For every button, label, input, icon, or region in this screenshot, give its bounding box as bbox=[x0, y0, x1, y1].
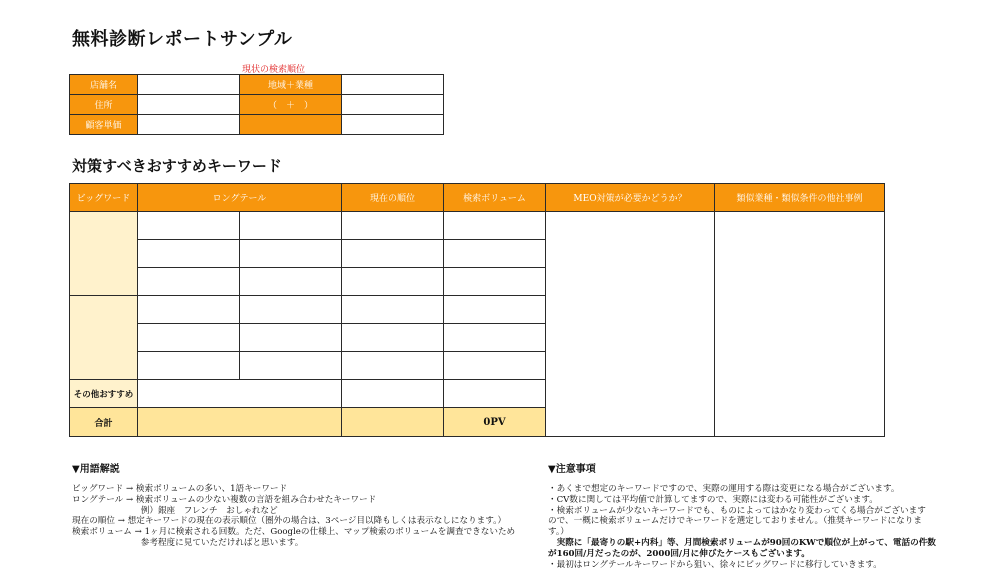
rank-cell[interactable] bbox=[342, 95, 444, 115]
caution-line: ・検索ボリュームが少ないキーワードでも、ものによってはかなり変わってくる場合がございます bbox=[548, 505, 926, 516]
glossary-line: 現在の順位 → 想定キーワードの現在の表示順位（圏外の場合は、3ページ目以降もしくは表示なしになります。） bbox=[72, 516, 507, 527]
volume-cell[interactable] bbox=[444, 296, 546, 324]
long-tail-cell[interactable] bbox=[138, 268, 240, 296]
glossary-section bbox=[72, 460, 515, 549]
volume-cell[interactable] bbox=[444, 352, 546, 380]
address-label: 住所 bbox=[70, 95, 138, 115]
rank-cell[interactable] bbox=[342, 296, 444, 324]
header-long-tail: ロングテール bbox=[138, 184, 342, 212]
caution-bold-line: が160回/月だったのが、2000回/月に伸びたケースもございます。 bbox=[548, 548, 810, 559]
other-long-tail-cell[interactable] bbox=[138, 380, 342, 408]
orange-blank-cell bbox=[240, 115, 342, 135]
glossary-line: 参考程度に見ていただければと思います。 bbox=[72, 537, 304, 548]
header-meo-needed: MEO対策が必要かどうか？ bbox=[546, 184, 715, 212]
table-header-row bbox=[70, 184, 885, 212]
rank-cell[interactable] bbox=[342, 380, 444, 408]
long-tail-cell[interactable] bbox=[138, 324, 240, 352]
big-word-cell[interactable] bbox=[70, 296, 138, 380]
big-word-cell[interactable] bbox=[70, 212, 138, 296]
table-row bbox=[70, 115, 444, 135]
long-tail-cell[interactable] bbox=[240, 352, 342, 380]
shop-name-cell[interactable] bbox=[138, 75, 240, 95]
long-tail-cell[interactable] bbox=[138, 240, 240, 268]
header-search-volume: 検索ボリューム bbox=[444, 184, 546, 212]
keywords-heading: 対策すべきおすすめキーワード bbox=[72, 157, 282, 175]
volume-cell[interactable] bbox=[444, 380, 546, 408]
shop-name-label: 店舗名 bbox=[70, 75, 138, 95]
keyword-table bbox=[69, 183, 885, 437]
table-row bbox=[70, 212, 885, 240]
glossary-line: ロングテール → 検索ボリュームの少ない複数の言語を組み合わせたキーワード bbox=[72, 494, 377, 505]
similar-cases-cell[interactable] bbox=[715, 212, 885, 437]
rank-cell[interactable] bbox=[342, 240, 444, 268]
rank-cell[interactable] bbox=[342, 268, 444, 296]
caution-bold-line: 実際に「最寄りの駅+内科」等、月間検索ボリュームが90回のKWで順位が上がって、電話の件数 bbox=[548, 537, 936, 548]
long-tail-cell[interactable] bbox=[138, 296, 240, 324]
rank-cell[interactable] bbox=[342, 352, 444, 380]
caution-line: す。） bbox=[548, 527, 569, 538]
other-recommend-label: その他おすすめ bbox=[70, 380, 138, 408]
caution-line: ・最初はロングテールキーワードから狙い、徐々にビッグワードに移行していきます。 bbox=[548, 559, 882, 570]
blank-cell[interactable] bbox=[342, 115, 444, 135]
volume-cell[interactable] bbox=[444, 212, 546, 240]
caution-line: ので、一概に検索ボリュームだけでキーワードを選定しておりません。（推奨キーワードになりま bbox=[548, 516, 922, 527]
rank-cell[interactable] bbox=[342, 212, 444, 240]
page-title: 無料診断レポートサンプル bbox=[72, 29, 293, 50]
unit-price-label: 顧客単価 bbox=[70, 115, 138, 135]
caution-line: ・CV数に関しては平均値で計算してますので、実際には変わる可能性がございます。 bbox=[548, 494, 878, 505]
area-industry-cell[interactable] bbox=[342, 75, 444, 95]
unit-price-cell[interactable] bbox=[138, 115, 240, 135]
rank-cell[interactable] bbox=[342, 324, 444, 352]
long-tail-cell[interactable] bbox=[240, 268, 342, 296]
long-tail-cell[interactable] bbox=[240, 212, 342, 240]
area-industry-value: （ ＋ ） bbox=[240, 95, 342, 115]
header-big-word: ビッグワード bbox=[70, 184, 138, 212]
meo-needed-cell[interactable] bbox=[546, 212, 715, 437]
cautions-heading: ▼注意事項 bbox=[548, 464, 596, 475]
total-long-tail-cell bbox=[138, 408, 342, 437]
header-current-rank: 現在の順位 bbox=[342, 184, 444, 212]
long-tail-cell[interactable] bbox=[240, 324, 342, 352]
long-tail-cell[interactable] bbox=[240, 296, 342, 324]
cautions-section bbox=[548, 460, 936, 570]
address-cell[interactable] bbox=[138, 95, 240, 115]
volume-cell[interactable] bbox=[444, 324, 546, 352]
table-row bbox=[70, 75, 444, 95]
glossary-line: 検索ボリューム → 1ヶ月に検索される回数。ただ、Googleの仕様上、マップ検索のボリュームを調査できないため bbox=[72, 527, 516, 538]
glossary-line: ビッグワード → 検索ボリュームの多い、1語キーワード bbox=[72, 484, 288, 494]
volume-cell[interactable] bbox=[444, 268, 546, 296]
area-industry-label: 地域＋業種 bbox=[240, 75, 342, 95]
long-tail-cell[interactable] bbox=[138, 212, 240, 240]
caution-line: ・あくまで想定のキーワードですので、実際の運用する際は変更になる場合がございます。 bbox=[548, 484, 900, 494]
glossary-heading: ▼用語解説 bbox=[72, 464, 120, 475]
total-label: 合計 bbox=[70, 408, 138, 437]
total-rank-cell bbox=[342, 408, 444, 437]
header-similar-cases: 類似業種・類似条件の他社事例 bbox=[715, 184, 885, 212]
long-tail-cell[interactable] bbox=[138, 352, 240, 380]
volume-cell[interactable] bbox=[444, 240, 546, 268]
glossary-line: 例）銀座 フレンチ おしゃれなど bbox=[72, 505, 278, 516]
table-row bbox=[70, 95, 444, 115]
total-pv-value: 0PV bbox=[444, 408, 546, 437]
long-tail-cell[interactable] bbox=[240, 240, 342, 268]
shop-info-table bbox=[69, 74, 444, 135]
current-rank-label: 現状の検索順位 bbox=[242, 65, 306, 75]
